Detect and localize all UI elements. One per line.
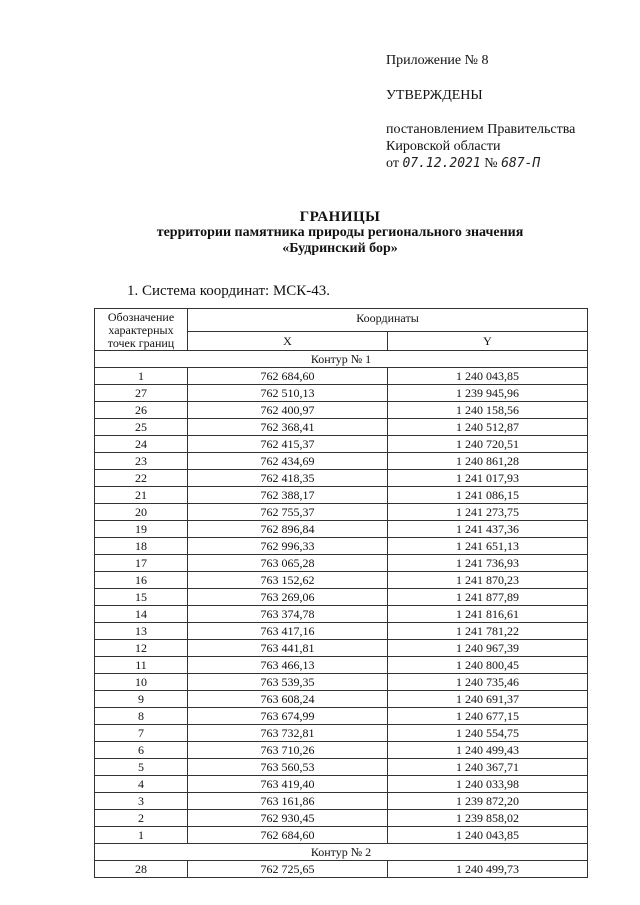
contour-1-title: Контур № 1 (95, 351, 588, 368)
point-number-cell: 14 (95, 606, 188, 623)
x-coordinate-cell: 762 434,69 (188, 453, 388, 470)
point-number-cell: 1 (95, 368, 188, 385)
x-coordinate-cell: 762 725,65 (188, 861, 388, 878)
table-row (95, 436, 588, 453)
point-number-cell: 8 (95, 708, 188, 725)
point-number-cell: 5 (95, 759, 188, 776)
title-line-2: территории памятника природы регионального значения (156, 225, 524, 240)
y-coordinate-cell: 1 241 870,23 (388, 572, 588, 589)
table-row (95, 742, 588, 759)
decree-date: 07.12.2021 (402, 156, 481, 171)
point-number-cell: 20 (95, 504, 188, 521)
x-coordinate-cell: 762 930,45 (188, 810, 388, 827)
table-row (95, 827, 588, 844)
document-title (0, 209, 640, 257)
table-row (95, 640, 588, 657)
decree-line-1: постановлением Правительства (386, 122, 576, 137)
table-row (95, 606, 588, 623)
table-row (95, 385, 588, 402)
table-row (95, 453, 588, 470)
x-coordinate-cell: 763 269,06 (188, 589, 388, 606)
table-row (95, 691, 588, 708)
x-coordinate-cell: 763 539,35 (188, 674, 388, 691)
point-number-cell: 21 (95, 487, 188, 504)
y-coordinate-cell: 1 240 043,85 (388, 368, 588, 385)
point-number-cell: 22 (95, 470, 188, 487)
y-coordinate-cell: 1 239 858,02 (388, 810, 588, 827)
y-coordinate-cell: 1 240 735,46 (388, 674, 588, 691)
table-row (95, 368, 588, 385)
y-coordinate-cell: 1 240 861,28 (388, 453, 588, 470)
coordinate-system-line: 1. Система координат: МСК-43. (127, 283, 331, 299)
y-coordinate-cell: 1 240 043,85 (388, 827, 588, 844)
table-row (95, 521, 588, 538)
table-row (95, 776, 588, 793)
y-coordinate-cell: 1 240 691,37 (388, 691, 588, 708)
point-number-cell: 16 (95, 572, 188, 589)
point-number-cell: 11 (95, 657, 188, 674)
table-row (95, 419, 588, 436)
y-coordinate-cell: 1 240 800,45 (388, 657, 588, 674)
x-coordinate-cell: 763 374,78 (188, 606, 388, 623)
y-coordinate-cell: 1 241 877,89 (388, 589, 588, 606)
point-number-cell: 2 (95, 810, 188, 827)
y-coordinate-cell: 1 241 736,93 (388, 555, 588, 572)
point-number-cell: 6 (95, 742, 188, 759)
x-coordinate-cell: 762 510,13 (188, 385, 388, 402)
point-number-cell: 27 (95, 385, 188, 402)
decree-prefix: от (386, 156, 399, 171)
contour-2-title: Контур № 2 (95, 844, 588, 861)
point-number-cell: 1 (95, 827, 188, 844)
y-coordinate-cell: 1 241 651,13 (388, 538, 588, 555)
decree-number-prefix: № (484, 156, 498, 171)
y-coordinate-cell: 1 241 017,93 (388, 470, 588, 487)
approval-block (386, 52, 626, 172)
y-coordinate-cell: 1 240 033,98 (388, 776, 588, 793)
decree-line-2: Кировской области (386, 139, 501, 154)
table-row (95, 470, 588, 487)
x-coordinate-cell: 762 388,17 (188, 487, 388, 504)
x-coordinate-cell: 763 152,62 (188, 572, 388, 589)
y-coordinate-cell: 1 240 512,87 (388, 419, 588, 436)
x-coordinate-cell: 762 684,60 (188, 827, 388, 844)
x-coordinate-cell: 762 996,33 (188, 538, 388, 555)
x-coordinate-cell: 763 674,99 (188, 708, 388, 725)
x-coordinate-cell: 762 684,60 (188, 368, 388, 385)
point-number-cell: 26 (95, 402, 188, 419)
x-coordinate-cell: 763 710,26 (188, 742, 388, 759)
y-coordinate-cell: 1 240 967,39 (388, 640, 588, 657)
attachment-number: Приложение № 8 (386, 53, 489, 68)
table-row (95, 589, 588, 606)
header-point: Обозначение характерных точек границ (95, 309, 188, 351)
x-coordinate-cell: 763 161,86 (188, 793, 388, 810)
coordinates-table (94, 308, 588, 878)
x-coordinate-cell: 763 441,81 (188, 640, 388, 657)
x-coordinate-cell: 763 732,81 (188, 725, 388, 742)
point-number-cell: 13 (95, 623, 188, 640)
x-coordinate-cell: 762 415,37 (188, 436, 388, 453)
point-number-cell: 12 (95, 640, 188, 657)
table-row (95, 504, 588, 521)
x-coordinate-cell: 762 896,84 (188, 521, 388, 538)
x-coordinate-cell: 763 419,40 (188, 776, 388, 793)
title-main: ГРАНИЦЫ (299, 209, 381, 225)
decree-date-line (386, 155, 626, 172)
y-coordinate-cell: 1 240 554,75 (388, 725, 588, 742)
point-number-cell: 25 (95, 419, 188, 436)
contour-2-row (95, 844, 588, 861)
header-coordinates: Координаты (188, 309, 588, 332)
y-coordinate-cell: 1 239 872,20 (388, 793, 588, 810)
table-row (95, 572, 588, 589)
point-number-cell: 18 (95, 538, 188, 555)
y-coordinate-cell: 1 241 437,36 (388, 521, 588, 538)
x-coordinate-cell: 763 417,16 (188, 623, 388, 640)
decree-number: 687-П (501, 156, 541, 171)
point-number-cell: 28 (95, 861, 188, 878)
table-row (95, 725, 588, 742)
point-number-cell: 7 (95, 725, 188, 742)
point-number-cell: 19 (95, 521, 188, 538)
table-row (95, 402, 588, 419)
y-coordinate-cell: 1 240 367,71 (388, 759, 588, 776)
y-coordinate-cell: 1 240 677,15 (388, 708, 588, 725)
x-coordinate-cell: 762 755,37 (188, 504, 388, 521)
y-coordinate-cell: 1 239 945,96 (388, 385, 588, 402)
point-number-cell: 15 (95, 589, 188, 606)
y-coordinate-cell: 1 241 273,75 (388, 504, 588, 521)
table-row (95, 708, 588, 725)
x-coordinate-cell: 762 368,41 (188, 419, 388, 436)
table-row (95, 861, 588, 878)
y-coordinate-cell: 1 241 816,61 (388, 606, 588, 623)
point-number-cell: 17 (95, 555, 188, 572)
table-row (95, 487, 588, 504)
y-coordinate-cell: 1 240 499,73 (388, 861, 588, 878)
table-row (95, 538, 588, 555)
table-row (95, 674, 588, 691)
y-coordinate-cell: 1 241 086,15 (388, 487, 588, 504)
header-x: X (188, 331, 388, 350)
title-line-3: «Будринский бор» (282, 241, 398, 256)
table-row (95, 759, 588, 776)
table-row (95, 555, 588, 572)
point-number-cell: 9 (95, 691, 188, 708)
y-coordinate-cell: 1 240 158,56 (388, 402, 588, 419)
point-number-cell: 23 (95, 453, 188, 470)
table-row (95, 810, 588, 827)
approved-label: УТВЕРЖДЕНЫ (386, 88, 483, 103)
x-coordinate-cell: 763 560,53 (188, 759, 388, 776)
header-y: Y (388, 331, 588, 350)
contour-1-row (95, 351, 588, 368)
x-coordinate-cell: 762 418,35 (188, 470, 388, 487)
x-coordinate-cell: 763 608,24 (188, 691, 388, 708)
table-row (95, 657, 588, 674)
y-coordinate-cell: 1 241 781,22 (388, 623, 588, 640)
table-row (95, 793, 588, 810)
point-number-cell: 4 (95, 776, 188, 793)
x-coordinate-cell: 762 400,97 (188, 402, 388, 419)
table-row (95, 623, 588, 640)
y-coordinate-cell: 1 240 499,43 (388, 742, 588, 759)
point-number-cell: 24 (95, 436, 188, 453)
x-coordinate-cell: 763 466,13 (188, 657, 388, 674)
point-number-cell: 10 (95, 674, 188, 691)
x-coordinate-cell: 763 065,28 (188, 555, 388, 572)
point-number-cell: 3 (95, 793, 188, 810)
y-coordinate-cell: 1 240 720,51 (388, 436, 588, 453)
